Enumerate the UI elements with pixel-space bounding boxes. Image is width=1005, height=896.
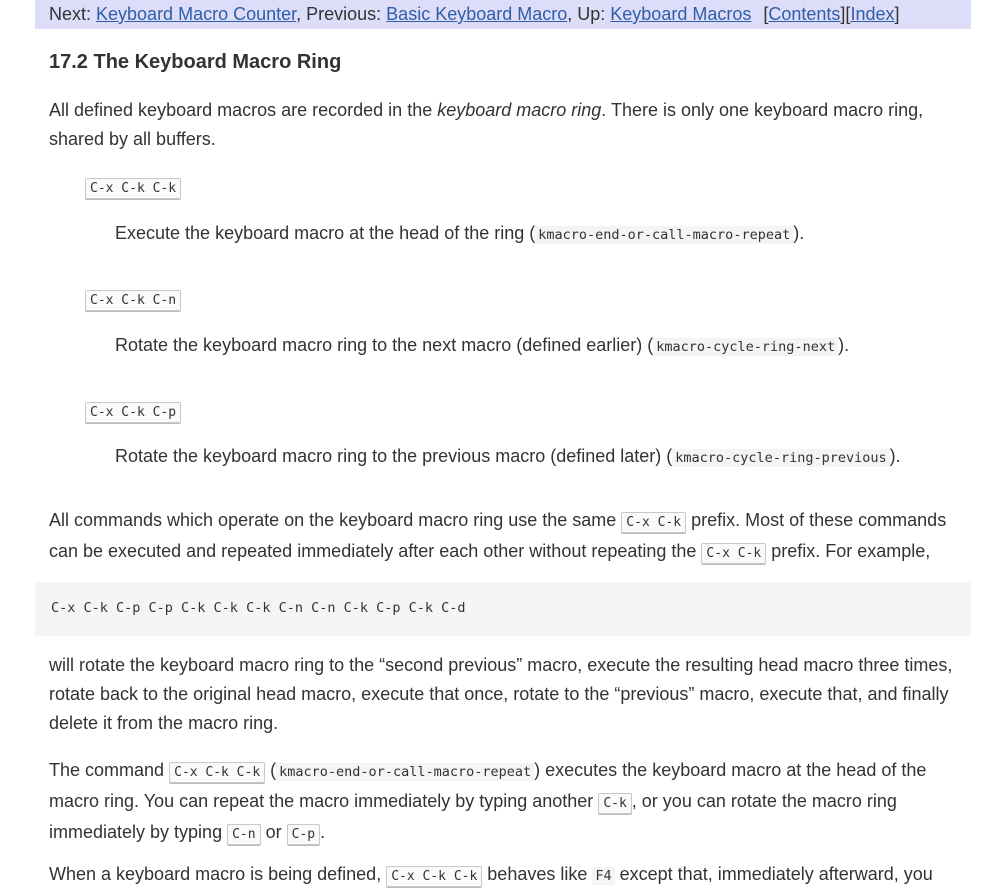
description-text: ). bbox=[838, 335, 850, 355]
table-term bbox=[85, 399, 181, 424]
nav-next-label: Next: bbox=[49, 4, 97, 24]
table-term bbox=[85, 287, 181, 312]
paragraph-text: or bbox=[260, 822, 287, 842]
key-binding: C-x C-k C-k bbox=[85, 178, 181, 199]
paragraph-text: ) executes the keyboard macro at the head of the macro ring. You can repeat the macro immediately by typing another bbox=[49, 760, 927, 811]
key-binding: C-x C-k C-p bbox=[85, 402, 181, 423]
key-binding: C-p bbox=[287, 824, 320, 845]
nav-up-link[interactable]: Keyboard Macros bbox=[610, 4, 752, 24]
function-name: kmacro-end-or-call-macro-repeat bbox=[276, 763, 534, 781]
paragraph-text: . bbox=[320, 822, 326, 842]
description-text: ). bbox=[889, 446, 901, 466]
function-name: kmacro-end-or-call-macro-repeat bbox=[535, 226, 793, 244]
nav-bracket: [ bbox=[763, 4, 769, 24]
description-text: Execute the keyboard macro at the head of the ring ( bbox=[115, 223, 536, 243]
nav-bracket: ] bbox=[894, 4, 900, 24]
key-binding: C-x C-k bbox=[621, 512, 686, 533]
table-term bbox=[85, 175, 181, 200]
key-binding: C-x C-k C-k bbox=[169, 762, 265, 783]
table-description bbox=[115, 220, 975, 248]
nav-up-label: , Up: bbox=[567, 4, 611, 24]
key-binding: C-k bbox=[598, 793, 631, 814]
paragraph-text: When a keyboard macro is being defined, bbox=[49, 864, 387, 884]
paragraph-text: prefix. Most of these commands can be executed and repeated immediately after each other without repeating the bbox=[49, 510, 947, 561]
description-text: Rotate the keyboard macro ring to the previous macro (defined later) ( bbox=[115, 446, 673, 466]
paragraph-text: ( bbox=[265, 760, 277, 780]
example-code-block: C-x C-k C-p C-p C-k C-k C-k C-n C-n C-k C-p C-k C-d bbox=[35, 582, 971, 636]
key-binding: C-x C-k C-n bbox=[85, 290, 181, 311]
explanation-paragraph: will rotate the keyboard macro ring to the “second previous” macro, execute the resulting head macro three times, rotate back to the original head macro, execute that once, rotate to the “previous” macro, execute that, and finally delete it from the macro ring. bbox=[49, 655, 953, 733]
key-binding: C-x C-k C-k bbox=[386, 866, 482, 887]
navigation-bar bbox=[35, 0, 971, 29]
paragraph-text: except that, immediately afterward, you bbox=[614, 864, 933, 884]
key-name: F4 bbox=[592, 867, 614, 885]
description-text: ). bbox=[793, 223, 805, 243]
nav-contents-link[interactable]: Contents bbox=[768, 4, 841, 24]
nav-prev-label: , Previous: bbox=[296, 4, 387, 24]
description-text: Rotate the keyboard macro ring to the next macro (defined earlier) ( bbox=[115, 335, 654, 355]
paragraph-text: , or you can rotate the macro ring immediately by typing bbox=[49, 791, 897, 842]
section-heading: 17.2 The Keyboard Macro Ring bbox=[49, 51, 342, 73]
intro-text: All defined keyboard macros are recorded in the bbox=[49, 100, 438, 120]
nav-index-link[interactable]: Index bbox=[850, 4, 895, 24]
intro-emphasis: keyboard macro ring bbox=[437, 100, 602, 120]
key-binding: C-n bbox=[227, 824, 260, 845]
paragraph-text: The command bbox=[49, 760, 170, 780]
paragraph-text: behaves like bbox=[482, 864, 593, 884]
nav-next-link[interactable]: Keyboard Macro Counter bbox=[96, 4, 297, 24]
prefix-paragraph bbox=[49, 506, 969, 568]
function-name: kmacro-cycle-ring-next bbox=[653, 338, 838, 356]
paragraph-text: All commands which operate on the keyboard macro ring use the same bbox=[49, 510, 622, 530]
function-name: kmacro-cycle-ring-previous bbox=[672, 449, 889, 467]
paragraph-text: prefix. For example, bbox=[766, 541, 931, 561]
key-binding: C-x C-k bbox=[701, 543, 766, 564]
nav-prev-link[interactable]: Basic Keyboard Macro bbox=[386, 4, 568, 24]
intro-paragraph bbox=[49, 96, 969, 154]
nav-bracket: ][ bbox=[840, 4, 851, 24]
command-paragraph bbox=[49, 756, 969, 849]
intro-text: . There is only one keyboard macro ring, shared by all buffers. bbox=[49, 100, 924, 149]
table-description bbox=[115, 443, 975, 471]
definition-paragraph bbox=[49, 860, 969, 891]
table-description bbox=[115, 332, 975, 360]
